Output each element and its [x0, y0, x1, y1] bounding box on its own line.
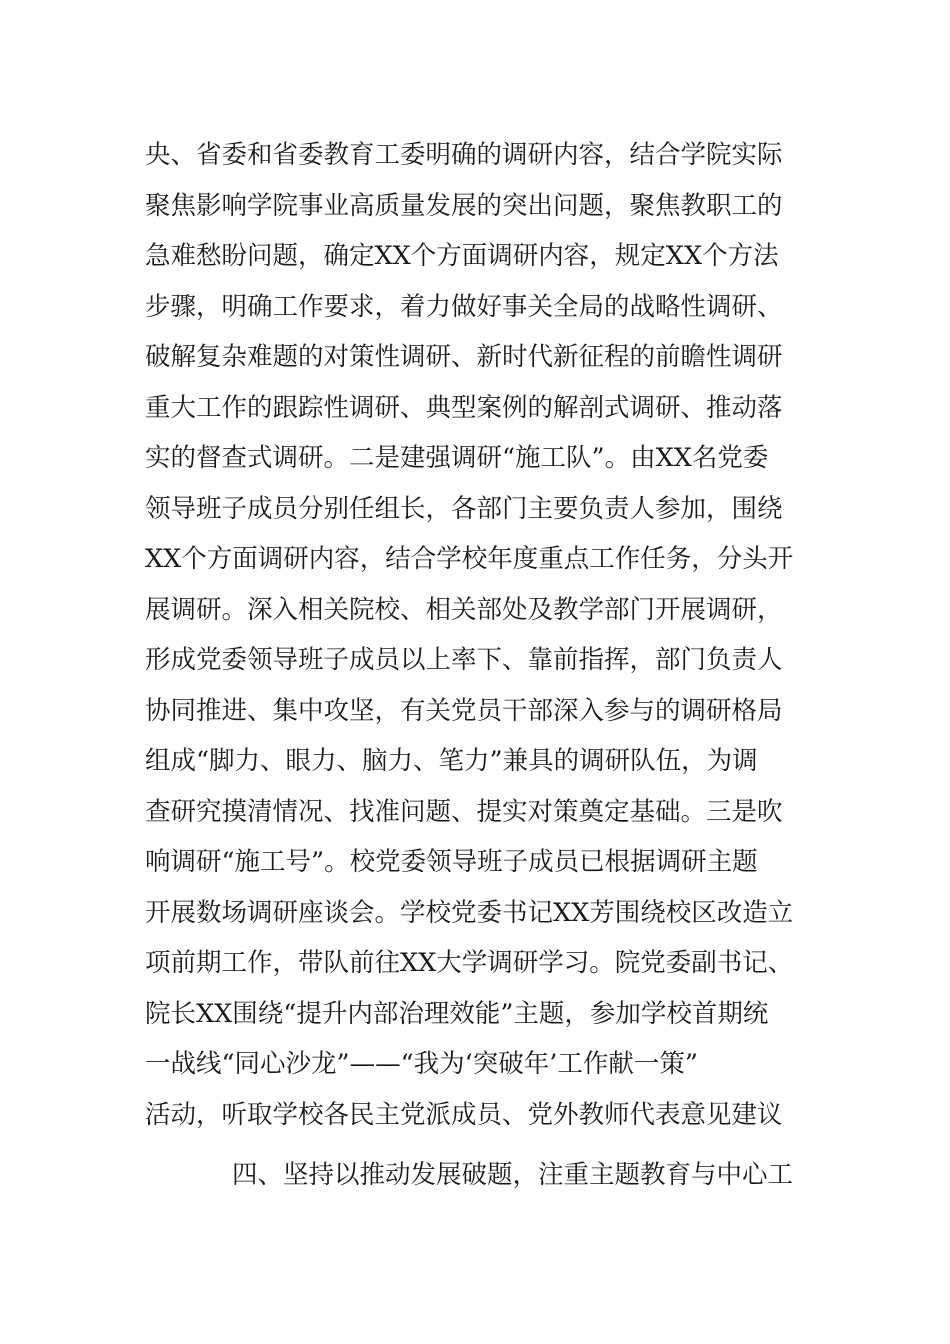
- text-line: XX个方面调研内容，结合学校年度重点工作任务，分头开: [145, 544, 794, 574]
- text-line: 步骤，明确工作要求，着力做好事关全局的战略性调研、: [145, 291, 783, 322]
- text-line: 央、省委和省委教育工委明确的调研内容，结合学院实际: [145, 140, 783, 170]
- text-line: 响调研“施工号”。校党委领导班子成员已根据调研主题: [145, 847, 758, 877]
- text-line: 组成“脚力、眼力、脑力、笔力”兼具的调研队伍，为调: [145, 746, 758, 776]
- text-line: 项前期工作，带队前往XX大学调研学习。院党委副书记、: [145, 948, 794, 978]
- text-line: 领导班子成员分别任组长，各部门主要负责人参加，围绕: [145, 493, 783, 524]
- section-heading: 四、坚持以推动发展破题，注重主题教育与中心工: [232, 1160, 794, 1190]
- text-line: 聚焦影响学院事业高质量发展的突出问题，聚焦教职工的: [145, 190, 783, 221]
- text-line: 展调研。深入相关院校、相关部处及教学部门开展调研，: [145, 594, 783, 625]
- text-line: 活动，听取学校各民主党派成员、党外教师代表意见建议: [145, 1099, 783, 1130]
- text-line: 院长XX围绕“提升内部治理效能”主题，参加学校首期统: [145, 998, 769, 1029]
- text-line: 重大工作的跟踪性调研、典型案例的解剖式调研、推动落: [145, 392, 783, 423]
- text-line: 一战线“同心沙龙”——“我为‘突破年’工作献一策”: [145, 1049, 698, 1079]
- text-line: 协同推进、集中攻坚，有关党员干部深入参与的调研格局: [145, 695, 783, 726]
- text-line: 实的督查式调研。二是建强调研“施工队”。由XX名党委: [145, 443, 769, 473]
- text-line: 开展数场调研座谈会。学校党委书记XX芳围绕校区改造立: [145, 897, 794, 928]
- text-line: 形成党委领导班子成员以上率下、靠前指挥，部门负责人: [145, 645, 783, 675]
- text-line: 急难愁盼问题，确定XX个方面调研内容，规定XX个方法: [145, 241, 779, 271]
- text-line: 破解复杂难题的对策性调研、新时代新征程的前瞻性调研: [145, 342, 783, 372]
- body-paragraph: [145, 130, 810, 1140]
- text-line: 查研究摸清情况、找准问题、提实对策奠定基础。三是吹: [145, 796, 783, 827]
